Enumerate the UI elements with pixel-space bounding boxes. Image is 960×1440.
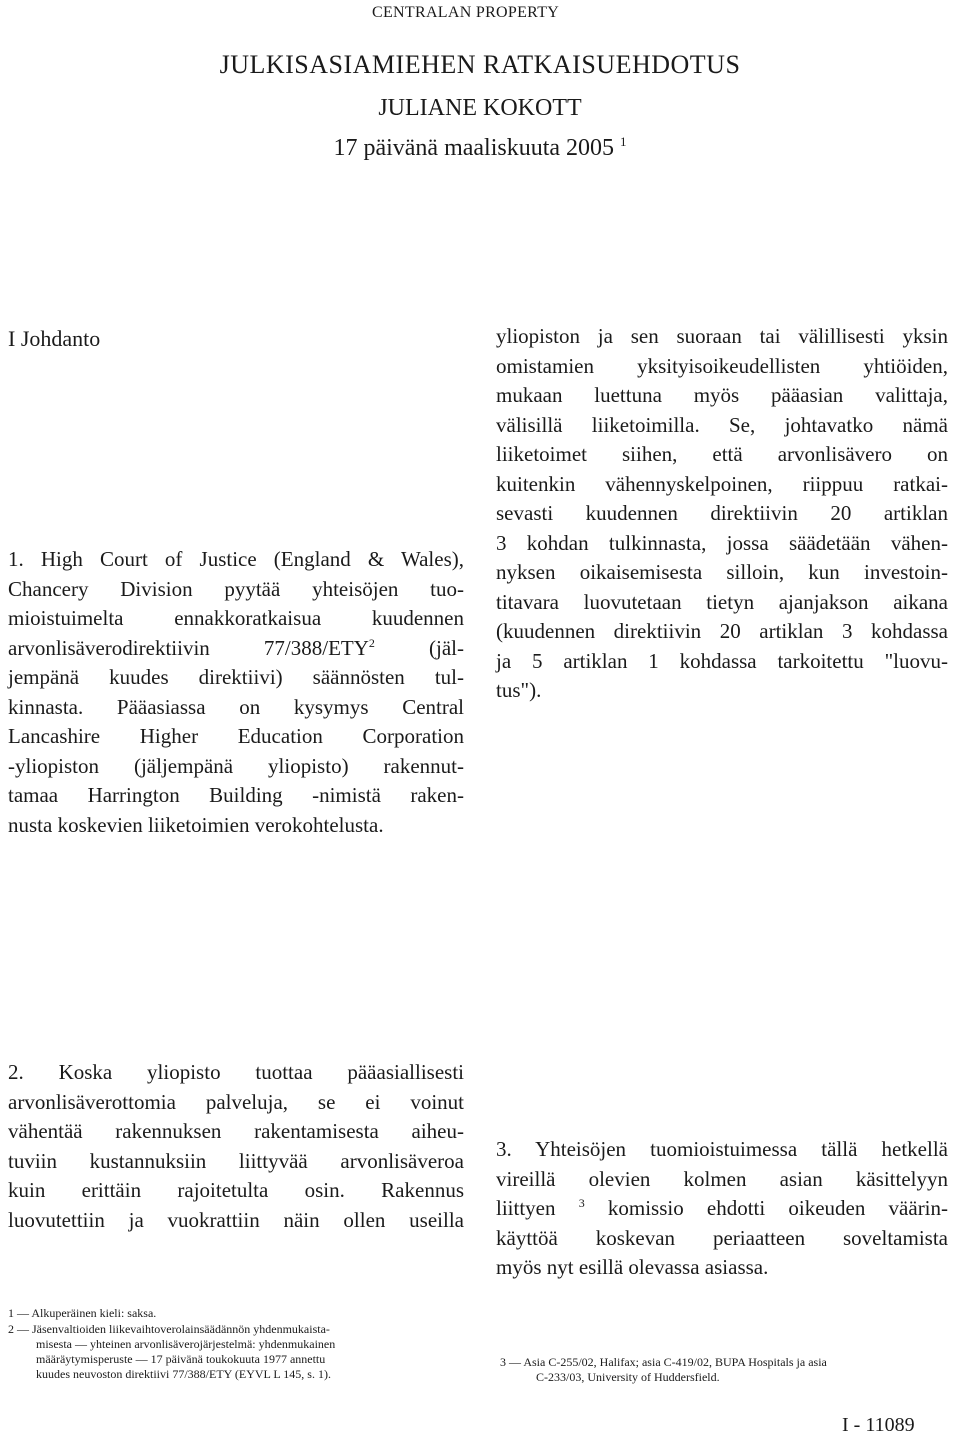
paragraph-3 xyxy=(496,1135,948,1283)
para1-cont-line: kuitenkin vähennyskelpoinen, riippuu ratkai- xyxy=(496,471,948,496)
para2-line: luovutettiin ja vuokrattiin näin ollen useilla xyxy=(8,1207,464,1232)
footnote-3 xyxy=(500,1355,827,1385)
paragraph-2 xyxy=(8,1058,464,1235)
para1-cont-line: yliopiston ja sen suoraan tai välillisesti yksin xyxy=(496,324,948,348)
date-text: 17 päivänä maaliskuuta 2005 xyxy=(333,135,615,161)
para1-cont-line: (kuudennen direktiivin 20 artiklan 3 kohdassa xyxy=(496,619,948,643)
footnote-mark-2: 2 xyxy=(368,635,375,650)
paragraph-1 xyxy=(8,545,464,840)
author-name: JULIANE KOKOTT xyxy=(378,95,582,121)
para1-cont-line: sevasti kuudennen direktiivin 20 artiklan xyxy=(496,501,948,525)
footnote-2-line: misesta — yhteinen arvonlisäverojärjestelmä: yhdenmukainen xyxy=(36,1337,336,1351)
para1-cont-line: titavara luovutetaan tietyn ajanjakson aikana xyxy=(496,589,948,614)
para1-cont-line: tus"). xyxy=(496,678,542,702)
footnote-2-line: määräytymisperuste — 17 päivänä toukokuuta 1977 annettu xyxy=(36,1352,326,1366)
para1-line-tail: (jäl- xyxy=(429,635,464,660)
para1-cont-line: omistamien yksityisoikeudellisten yhtiöiden, xyxy=(496,353,948,378)
footnote-mark-1: 1 xyxy=(620,134,627,149)
para1-line: nusta koskevien liiketoimien verokohtelusta. xyxy=(8,812,384,837)
para1-line-with-footnote xyxy=(8,634,464,664)
para1-line: mioistuimelta ennakkoratkaisua kuudennen xyxy=(8,606,464,630)
footnote-3-line: C-233/03, University of Huddersfield. xyxy=(536,1370,720,1384)
para3-line: käyttöä koskevan periaatteen soveltamista xyxy=(496,1225,948,1250)
para1-cont-line: ja 5 artiklan 1 kohdassa tarkoitettu "luovu- xyxy=(496,648,948,673)
para1-cont-line: 3 kohdan tulkinnasta, jossa säädetään vähen- xyxy=(496,530,948,555)
footnote-3-line: 3 — Asia C-255/02, Halifax; asia C-419/02, BUPA Hospitals ja asia xyxy=(500,1355,827,1369)
para1-cont-line: mukaan luettuna myös pääasian valittaja, xyxy=(496,383,948,407)
para3-line: vireillä olevien kolmen asian käsittelyyn xyxy=(496,1166,948,1191)
para1-cont-line: välisillä liiketoimilla. Se, johtavatko nämä xyxy=(496,412,948,437)
footnote-mark-3: 3 xyxy=(578,1196,585,1210)
para2-line: tuviin kustannuksiin liittyvää arvonlisäveroa xyxy=(8,1148,464,1173)
para3-line: 3. Yhteisöjen tuomioistuimessa tällä hetkellä xyxy=(496,1137,948,1161)
footnote-2-line: 2 — Jäsenvaltioiden liikevaihtoverolainsäädännön yhdenmukaista- xyxy=(8,1322,330,1336)
page-number: I - 11089 xyxy=(842,1414,915,1436)
section-heading: I Johdanto xyxy=(8,326,101,351)
document-title: JULKISASIAMIEHEN RATKAISUEHDOTUS xyxy=(219,50,741,79)
para1-line: kinnasta. Pääasiassa on kysymys Central xyxy=(8,694,464,719)
para1-line: tamaa Harrington Building -nimistä raken- xyxy=(8,783,464,807)
para2-line: vähentää rakennuksen rakentamisesta aiheu- xyxy=(8,1119,464,1143)
para3-line-with-footnote xyxy=(496,1194,948,1224)
para3-line: myös nyt esillä olevassa asiassa. xyxy=(496,1255,769,1279)
para1-line: Lancashire Higher Education Corporation xyxy=(8,724,464,748)
para1-line: -yliopiston (jäljempänä yliopisto) rakennut- xyxy=(8,753,464,778)
para1-cont-line: liiketoimet siihen, että arvonlisävero on xyxy=(496,442,948,466)
footnote-2-line: kuudes neuvoston direktiivi 77/388/ETY (EYVL L 145, s. 1). xyxy=(36,1367,331,1381)
document-date xyxy=(0,134,960,162)
para1-line-text: arvonlisäverodirektiivin 77/388/ETY xyxy=(8,635,369,660)
para2-line: arvonlisäverottomia palveluja, se ei voinut xyxy=(8,1089,464,1114)
para3-line-head: liittyen xyxy=(496,1196,556,1220)
para1-line: jempänä kuudes direktiivi) säännösten tul- xyxy=(8,665,464,689)
footnote-1-text: 1 — Alkuperäinen kieli: saksa. xyxy=(8,1306,157,1320)
paragraph-1-continued xyxy=(496,322,948,706)
para1-line: 1. High Court of Justice (England & Wales), xyxy=(8,547,464,571)
running-head: CENTRALAN PROPERTY xyxy=(372,4,560,21)
para2-line: 2. Koska yliopisto tuottaa pääasiallisesti xyxy=(8,1060,464,1084)
para2-line: kuin erittäin rajoitetulta osin. Rakennus xyxy=(8,1178,464,1202)
para3-line-tail: komissio ehdotti oikeuden väärin- xyxy=(607,1196,949,1220)
para1-cont-line: nyksen oikaisemisesta silloin, kun investoin- xyxy=(496,560,948,584)
footnote-2 xyxy=(8,1322,335,1382)
footnote-1 xyxy=(8,1306,156,1321)
para1-line: Chancery Division pyytää yhteisöjen tuo- xyxy=(8,576,464,601)
